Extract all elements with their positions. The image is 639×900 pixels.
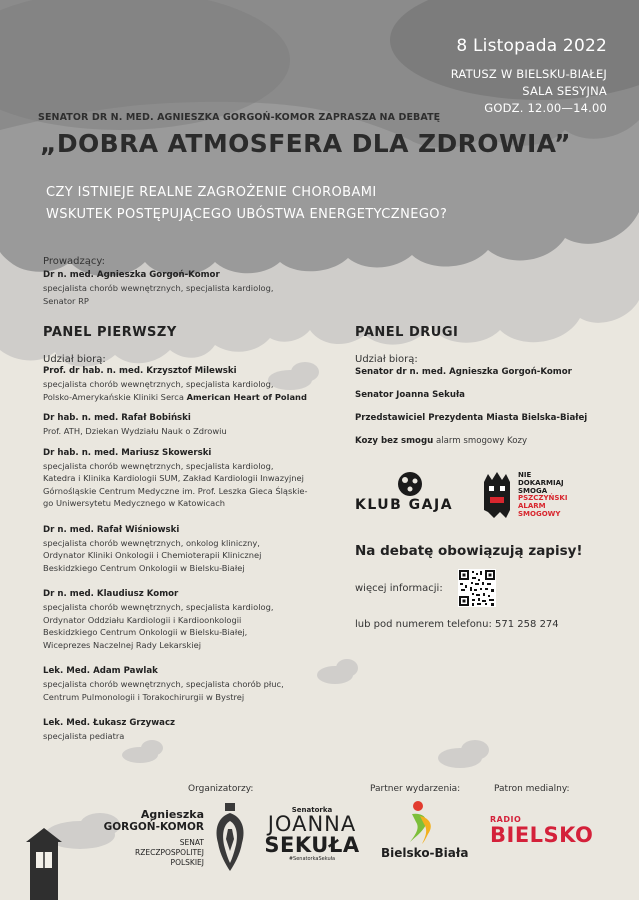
participant — [43, 665, 333, 703]
organizer-1-rp: RZECZPOSPOLITEJ — [135, 848, 204, 857]
partner-name: Bielsko-Biała — [381, 846, 469, 860]
participant-name: Dr hab. n. med. Rafał Bobiński — [43, 413, 191, 423]
subtitle-line-1: CZY ISTNIEJE REALNE ZAGROŻENIE CHOROBAMI — [46, 185, 377, 200]
organizer-gorgon-komor — [88, 808, 204, 868]
participant-name: Dr hab. n. med. Mariusz Skowerski — [43, 447, 212, 458]
moderator-desc-1: specjalista chorób wewnętrznych, specjalista kardiolog, — [43, 283, 274, 293]
participant — [43, 365, 333, 403]
panel-1-list — [43, 354, 333, 752]
participant-desc: Wiceprezes Naczelnej Rady Lekarskiej — [43, 639, 201, 650]
organizer-1-first-name: Agnieszka — [140, 808, 204, 821]
panel-2-label: Udział biorą: — [355, 354, 418, 365]
debate-subtitle — [46, 182, 447, 226]
participant-desc: Centrum Pulmonologii i Torakochirurgii w Bystrej — [43, 691, 245, 702]
organizer-2-first-name: JOANNA — [267, 812, 357, 836]
participant-name: Prof. dr hab. n. med. Krzysztof Milewski — [43, 366, 237, 376]
participant-desc: Katedra i Klinika Kardiologii SUM, Zakład Kardiologii Inwazyjnej — [43, 473, 304, 483]
panel-2-item: Senator Joanna Sekuła — [355, 390, 465, 400]
globe-icon — [390, 470, 430, 498]
registration-notice: Na debatę obowiązują zapisy! — [355, 543, 583, 559]
participant-desc: Beskidzkiego Centrum Onkologii w Bielsku-Białej, — [43, 627, 248, 637]
participant-desc: Ordynator Kliniki Onkologii i Chemioterapii Klinicznej — [43, 550, 262, 560]
organizer-sekula — [262, 806, 362, 862]
patron-label: Patron medialny: — [494, 784, 570, 794]
smog-line: NIE — [518, 471, 532, 479]
organizer-2-role: Senatorka — [291, 806, 333, 814]
venue-line-1: RATUSZ W BIELSKU-BIAŁEJ — [450, 67, 607, 81]
radio-name: BIELSKO — [490, 823, 594, 847]
invitation-line: SENATOR DR N. MED. AGNIESZKA GORGOŃ-KOMOR ZAPRASZA NA DEBATĘ — [38, 112, 441, 123]
panel-2-heading: PANEL DRUGI — [355, 325, 459, 340]
panel-2-item-text: alarm smogowy Kozy — [433, 436, 528, 446]
panel-2-item-bold: Kozy bez smogu — [355, 436, 434, 446]
participant — [43, 588, 333, 651]
participant — [43, 717, 333, 743]
partner-label: Partner wydarzenia: — [370, 784, 461, 794]
more-info-label: więcej informacji: — [355, 583, 443, 594]
qr-code-icon — [458, 569, 496, 607]
event-time: GODZ. 12.00—14.00 — [484, 101, 607, 115]
organizer-1-polskiej: POLSKIEJ — [170, 858, 204, 867]
panel-2-item: Przedstawiciel Prezydenta Miasta Bielska-Białej — [355, 413, 588, 423]
event-venue — [451, 66, 607, 117]
participant-desc-bold: American Heart of Poland — [186, 391, 307, 402]
participant-desc: specjalista chorób wewnętrznych, specjalista kardiolog, — [43, 379, 274, 389]
bielsko-biala-logo-icon — [406, 800, 436, 844]
smog-logo-text — [518, 472, 567, 519]
smog-monster-icon — [480, 470, 514, 520]
participant — [43, 447, 333, 510]
radio-bielsko-logo — [490, 815, 593, 846]
organizer-2-hashtag: #SenatorkaSekuła — [288, 856, 336, 862]
participant-desc: go Uniwersytetu Medycznego w Katowicach — [43, 498, 226, 508]
participant-name: Dr n. med. Klaudiusz Komor — [43, 589, 179, 599]
event-date: 8 Listopada 2022 — [456, 36, 607, 56]
moderator-desc-2: Senator RP — [43, 295, 89, 306]
participant-desc: specjalista pediatra — [43, 731, 125, 741]
participant — [43, 524, 333, 575]
moderator-block — [43, 256, 273, 316]
organizer-1-senat: SENAT — [179, 838, 204, 847]
subtitle-line-2: WSKUTEK POSTĘPUJĄCEGO UBÓSTWA ENERGETYCZNEGO? — [46, 207, 448, 222]
participant-desc: Górnośląskie Centrum Medyczne im. Prof. Leszka Gieca Śląskie- — [43, 485, 308, 496]
smog-line: ALARM — [518, 502, 546, 511]
klub-gaja-logo — [355, 470, 465, 520]
participant-desc-text: Polsko-Amerykańskie Kliniki Serca — [43, 391, 187, 402]
participant-name: Lek. Med. Adam Pawlak — [43, 666, 158, 676]
radio-label: RADIO — [490, 815, 522, 824]
panel-2-item: Senator dr n. med. Agnieszka Gorgoń-Komor — [355, 367, 572, 377]
panel-2-item — [355, 435, 615, 448]
moderator-name: Dr n. med. Agnieszka Gorgoń-Komor — [43, 270, 220, 280]
debate-title: „DOBRA ATMOSFERA DLA ZDROWIA” — [40, 129, 571, 158]
panel-1-heading: PANEL PIERWSZY — [43, 325, 177, 340]
panel-1-label: Udział biorą: — [43, 354, 106, 365]
klub-gaja-text: KLUB GAJA — [355, 497, 454, 513]
smog-logo — [480, 470, 590, 525]
participant-desc: specjalista chorób wewnętrznych, onkolog kliniczny, — [43, 537, 260, 548]
senate-eagle-icon — [210, 803, 250, 873]
moderator-label: Prowadzący: — [43, 256, 105, 267]
phone-info: lub pod numerem telefonu: 571 258 274 — [355, 619, 559, 630]
organizer-2-last-name: SEKUŁA — [264, 833, 360, 857]
organizer-1-last-name: GORGOŃ-KOMOR — [103, 821, 204, 833]
participant-name: Lek. Med. Łukasz Grzywacz — [43, 718, 176, 728]
organizers-label: Organizatorzy: — [188, 784, 254, 794]
participant-desc — [43, 391, 333, 404]
qr-code[interactable] — [458, 569, 496, 607]
smog-line: SMOGA — [518, 486, 548, 495]
participant-desc: Prof. ATH, Dziekan Wydziału Nauk o Zdrowiu — [43, 426, 227, 436]
participant-desc: Beskidzkiego Centrum Onkologii w Bielsku-Białej — [43, 562, 245, 573]
smog-line: PSZCZYŃSKI — [518, 494, 568, 503]
participant-desc: Ordynator Oddziału Kardiologii i Kardioonkologii — [43, 614, 242, 625]
participant-desc: specjalista chorób wewnętrznych, specjalista kardiolog, — [43, 460, 274, 471]
participant — [43, 412, 333, 438]
smog-line: SMOGOWY — [518, 509, 561, 518]
house-illustration — [26, 828, 62, 900]
smog-line: DOKARMIAJ — [518, 478, 564, 487]
venue-line-2: SALA SESYJNA — [522, 84, 607, 98]
participant-desc: specjalista chorób wewnętrznych, specjalista kardiolog, — [43, 602, 274, 612]
participant-name: Dr n. med. Rafał Wiśniowski — [43, 524, 180, 535]
panel-2-list — [355, 354, 615, 448]
participant-desc: specjalista chorób wewnętrznych, specjalista chorób płuc, — [43, 679, 284, 689]
